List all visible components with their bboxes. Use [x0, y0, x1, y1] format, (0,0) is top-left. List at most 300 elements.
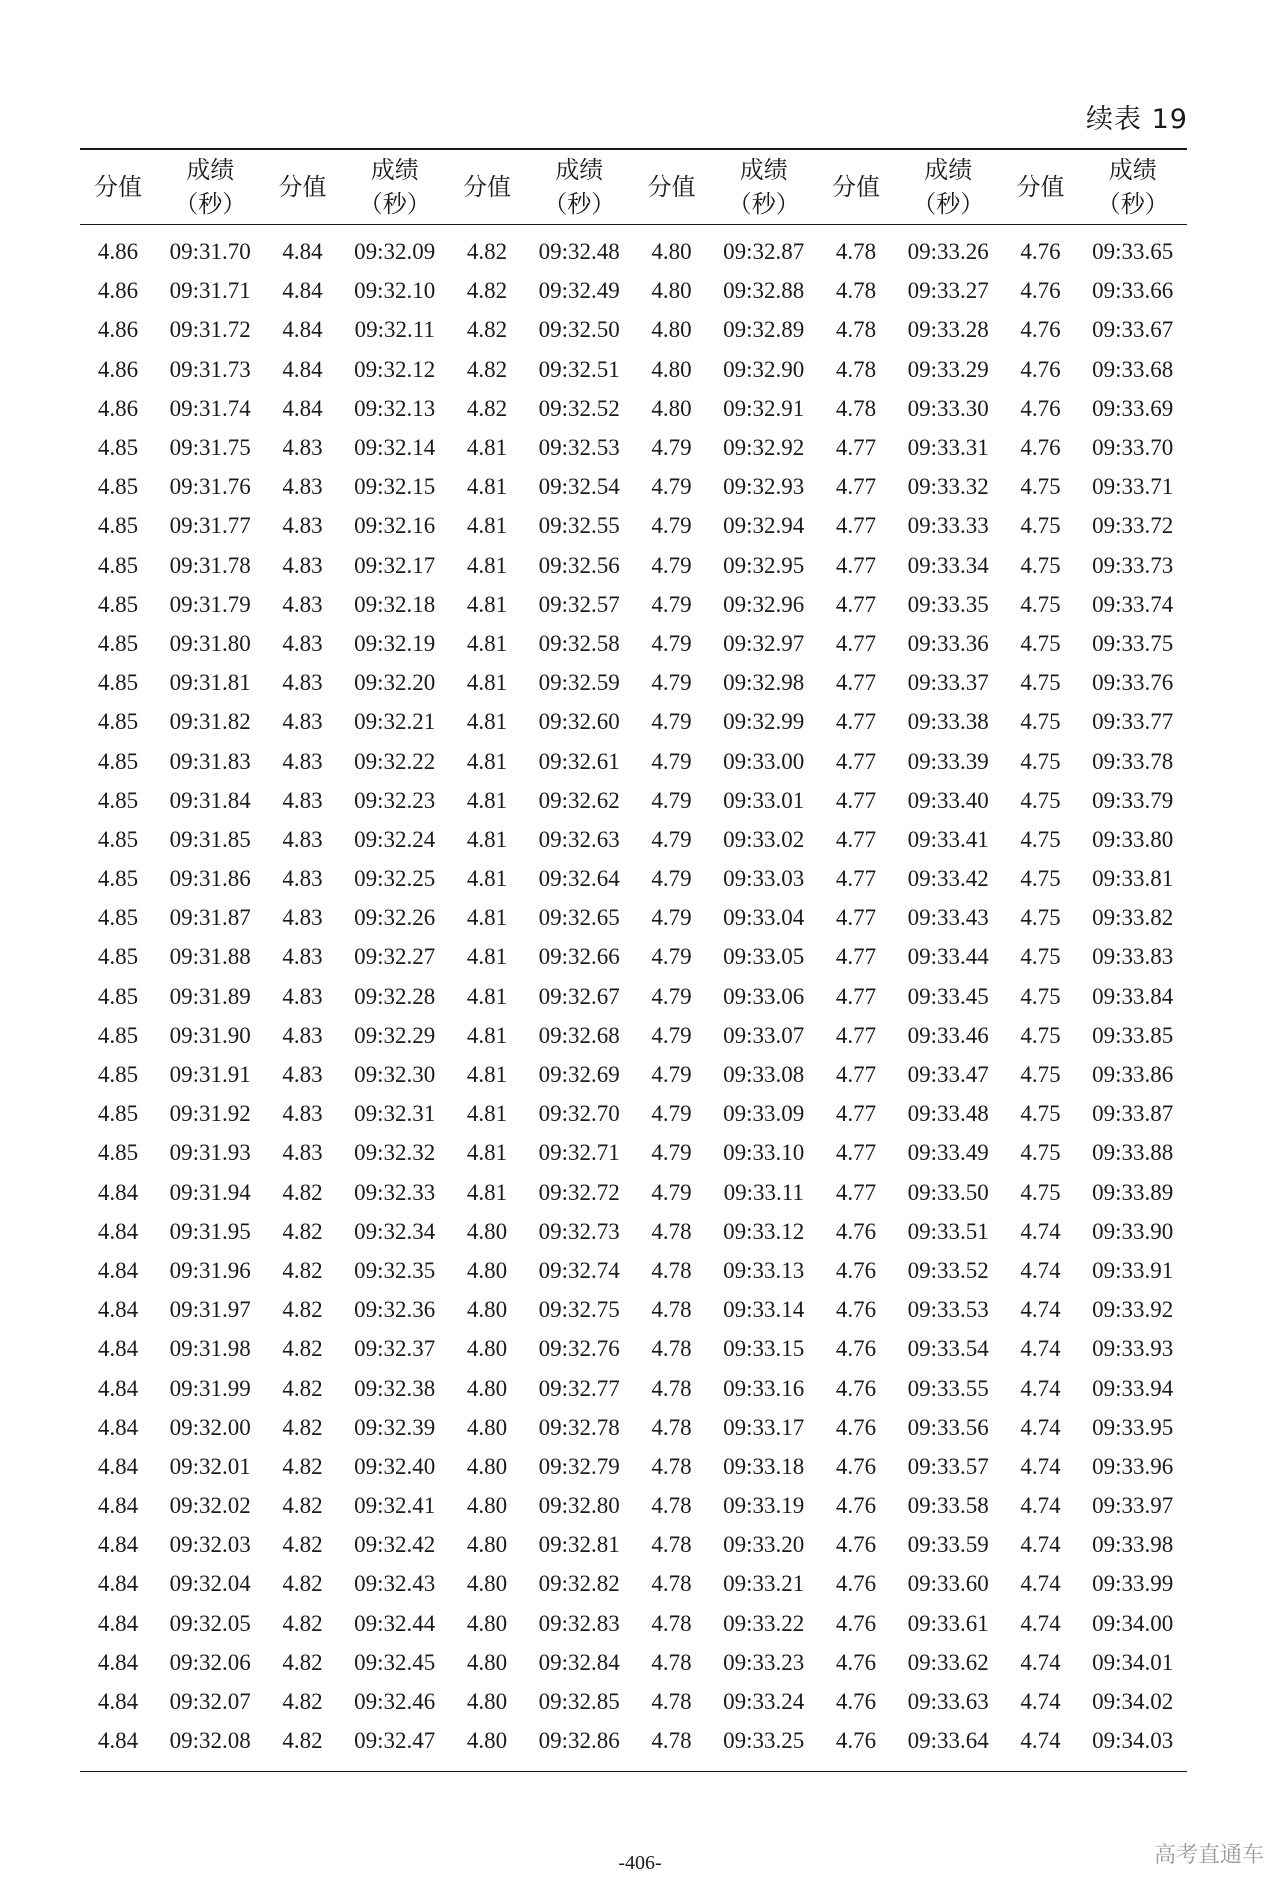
- time-cell: 09:33.45: [907, 983, 989, 1009]
- time-cell: 09:32.91: [723, 395, 805, 421]
- time-cell: 09:33.76: [1092, 670, 1174, 696]
- time-cell: 09:31.78: [169, 552, 251, 578]
- time-cell: 09:33.34: [907, 552, 989, 578]
- time-cell: 09:33.13: [723, 1257, 805, 1283]
- time-cell: 09:33.50: [907, 1179, 989, 1205]
- time-cell: 09:32.29: [354, 1022, 436, 1048]
- time-cell: 09:32.11: [354, 317, 435, 343]
- table-row: [80, 1722, 1187, 1772]
- score-cell: 4.75: [1020, 709, 1061, 735]
- score-cell: 4.81: [466, 1062, 508, 1088]
- time-cell: 09:33.69: [1092, 395, 1174, 421]
- score-cell: 4.84: [80, 1722, 156, 1772]
- score-cell: 4.77: [835, 826, 877, 852]
- time-cell: 09:32.34: [354, 1218, 436, 1244]
- time-cell: 09:32.42: [354, 1532, 436, 1558]
- score-cell: 4.79: [651, 826, 692, 852]
- time-cell: 09:33.37: [907, 670, 989, 696]
- score-cell: 4.76: [835, 1571, 877, 1597]
- time-cell: 09:33.36: [907, 630, 989, 656]
- time-cell: 09:31.77: [169, 513, 251, 539]
- time-cell: 09:33.35: [907, 591, 989, 617]
- score-cell: 4.79: [651, 630, 692, 656]
- time-cell: 09:33.47: [907, 1062, 989, 1088]
- time-cell: 09:33.20: [723, 1532, 805, 1558]
- time-cell: 09:32.33: [354, 1179, 436, 1205]
- table-row: [80, 507, 1187, 546]
- table-row: [80, 1565, 1187, 1604]
- score-cell: 4.83: [282, 944, 323, 970]
- time-cell: 09:32.36: [354, 1297, 436, 1323]
- score-cell: 4.80: [466, 1218, 508, 1244]
- score-cell: 4.75: [1020, 1179, 1061, 1205]
- time-cell: 09:32.59: [538, 670, 620, 696]
- table-row: [80, 1682, 1187, 1721]
- score-cell: 4.77: [835, 552, 877, 578]
- table-row: [80, 1408, 1187, 1447]
- score-cell: 4.78: [651, 1610, 692, 1636]
- score-cell: 4.82: [282, 1610, 323, 1636]
- header-time-unit: （秒）: [912, 189, 985, 218]
- time-cell: 09:33.27: [907, 278, 989, 304]
- score-cell: 4.82: [466, 395, 508, 421]
- time-cell: 09:33.81: [1092, 866, 1174, 892]
- time-cell: 09:32.99: [723, 709, 805, 735]
- score-cell: 4.76: [818, 1722, 894, 1772]
- score-cell: 4.82: [282, 1257, 323, 1283]
- score-cell: 4.85: [97, 591, 139, 617]
- score-cell: 4.79: [651, 787, 692, 813]
- time-cell: 09:33.86: [1092, 1062, 1174, 1088]
- score-cell: 4.77: [835, 1022, 877, 1048]
- score-cell: 4.76: [835, 1414, 877, 1440]
- score-cell: 4.84: [97, 1257, 139, 1283]
- time-cell: 09:33.61: [907, 1610, 989, 1636]
- table-title: 续表 19: [1086, 104, 1188, 135]
- time-cell: 09:33.56: [907, 1414, 989, 1440]
- score-cell: 4.79: [651, 435, 692, 461]
- score-cell: 4.84: [282, 239, 323, 265]
- time-cell: 09:32.27: [354, 944, 436, 970]
- score-cell: 4.81: [466, 944, 508, 970]
- time-cell: 09:32.03: [169, 1532, 251, 1558]
- time-cell: 09:33.58: [907, 1493, 989, 1519]
- time-cell: 09:33.08: [723, 1062, 805, 1088]
- page-number: -406-: [618, 1852, 662, 1874]
- table-row: [80, 389, 1187, 428]
- header-score: 分值: [634, 149, 710, 224]
- score-cell: 4.76: [835, 1610, 877, 1636]
- score-cell: 4.79: [651, 944, 692, 970]
- table-row: [80, 1526, 1187, 1565]
- time-cell: 09:33.18: [723, 1453, 805, 1479]
- table-row: [80, 1291, 1187, 1330]
- time-cell: 09:32.65: [538, 905, 620, 931]
- time-cell: 09:32.39: [354, 1414, 436, 1440]
- time-cell: 09:33.43: [907, 905, 989, 931]
- time-cell: 09:33.96: [1092, 1453, 1174, 1479]
- time-cell: 09:33.14: [723, 1297, 805, 1323]
- score-cell: 4.81: [466, 435, 508, 461]
- time-cell: 09:33.41: [907, 826, 989, 852]
- score-cell: 4.84: [97, 1375, 139, 1401]
- time-cell: 09:32.69: [538, 1062, 620, 1088]
- score-cell: 4.79: [651, 983, 692, 1009]
- time-cell: 09:33.23: [723, 1649, 805, 1675]
- table-row: [80, 1016, 1187, 1055]
- time-cell: 09:33.31: [907, 435, 989, 461]
- time-cell: 09:32.51: [538, 356, 620, 382]
- time-cell: 09:32.04: [169, 1571, 251, 1597]
- score-cell: 4.85: [97, 670, 139, 696]
- score-cell: 4.85: [97, 1022, 139, 1048]
- score-cell: 4.85: [97, 1101, 139, 1127]
- score-cell: 4.76: [1020, 435, 1061, 461]
- time-cell: 09:32.32: [354, 1140, 436, 1166]
- time-cell: 09:33.72: [1092, 513, 1174, 539]
- score-cell: 4.82: [282, 1414, 323, 1440]
- score-cell: 4.79: [651, 670, 692, 696]
- score-cell: 4.81: [466, 748, 508, 774]
- time-cell: 09:32.72: [538, 1179, 620, 1205]
- score-cell: 4.82: [466, 356, 508, 382]
- table-row: [80, 1055, 1187, 1094]
- time-cell: 09:32.46: [354, 1689, 436, 1715]
- score-cell: 4.79: [651, 552, 692, 578]
- table-row: [80, 1369, 1187, 1408]
- time-cell: 09:32.60: [538, 709, 620, 735]
- time-cell: 09:33.00: [723, 748, 805, 774]
- table-row: [80, 664, 1187, 703]
- score-cell: 4.79: [651, 591, 692, 617]
- time-cell: 09:33.32: [907, 474, 989, 500]
- score-cell: 4.81: [466, 1101, 508, 1127]
- score-cell: 4.85: [97, 709, 139, 735]
- time-cell: 09:33.51: [907, 1218, 989, 1244]
- score-cell: 4.85: [97, 748, 139, 774]
- table-row: [80, 1447, 1187, 1486]
- score-cell: 4.78: [651, 1493, 692, 1519]
- score-cell: 4.83: [282, 866, 323, 892]
- score-cell: 4.78: [835, 317, 877, 343]
- time-cell: 09:32.74: [538, 1257, 620, 1283]
- table-header: [80, 149, 1187, 224]
- score-cell: 4.79: [651, 1062, 692, 1088]
- time-cell: 09:33.38: [907, 709, 989, 735]
- time-cell: 09:32.10: [354, 278, 436, 304]
- time-cell: 09:32.02: [169, 1493, 251, 1519]
- time-cell: 09:32.16: [354, 513, 436, 539]
- time-cell: 09:32.48: [538, 239, 620, 265]
- time-cell: 09:33.33: [907, 513, 989, 539]
- score-cell: 4.75: [1020, 591, 1061, 617]
- score-cell: 4.81: [466, 1140, 508, 1166]
- time-cell: 09:33.66: [1092, 278, 1174, 304]
- time-cell: 09:33.80: [1092, 826, 1174, 852]
- time-cell: 09:32.89: [723, 317, 805, 343]
- score-cell: 4.84: [282, 317, 323, 343]
- score-cell: 4.80: [466, 1493, 508, 1519]
- score-cell: 4.80: [651, 317, 692, 343]
- score-cell: 4.81: [466, 905, 508, 931]
- score-cell: 4.81: [466, 513, 508, 539]
- score-cell: 4.81: [466, 709, 508, 735]
- time-cell: 09:32.75: [538, 1297, 620, 1323]
- score-cell: 4.82: [282, 1571, 323, 1597]
- score-cell: 4.80: [466, 1414, 508, 1440]
- score-cell: 4.77: [835, 1179, 877, 1205]
- score-cell: 4.86: [97, 356, 139, 382]
- score-cell: 4.80: [651, 395, 692, 421]
- score-cell: 4.77: [835, 709, 877, 735]
- time-cell: 09:32.71: [538, 1140, 620, 1166]
- score-cell: 4.76: [835, 1689, 877, 1715]
- time-cell: 09:32.97: [723, 630, 805, 656]
- score-cell: 4.78: [651, 1571, 692, 1597]
- score-cell: 4.82: [282, 1453, 323, 1479]
- score-cell: 4.75: [1020, 944, 1061, 970]
- score-cell: 4.78: [651, 1257, 692, 1283]
- time-cell: 09:33.98: [1092, 1532, 1174, 1558]
- time-cell: 09:32.58: [538, 630, 620, 656]
- time-cell: 09:32.43: [354, 1571, 436, 1597]
- time-cell: 09:31.89: [169, 983, 251, 1009]
- score-cell: 4.81: [466, 630, 508, 656]
- time-cell: 09:32.86: [525, 1722, 634, 1772]
- score-cell: 4.82: [466, 317, 508, 343]
- score-cell: 4.78: [651, 1649, 692, 1675]
- score-cell: 4.79: [651, 866, 692, 892]
- header-score: 分值: [818, 149, 894, 224]
- score-cell: 4.83: [282, 905, 323, 931]
- score-cell: 4.74: [1020, 1532, 1061, 1558]
- score-cell: 4.85: [97, 1140, 139, 1166]
- time-cell: 09:32.62: [538, 787, 620, 813]
- score-cell: 4.83: [282, 983, 323, 1009]
- score-cell: 4.82: [282, 1532, 323, 1558]
- time-cell: 09:32.30: [354, 1062, 436, 1088]
- time-cell: 09:32.54: [538, 474, 620, 500]
- score-cell: 4.75: [1020, 1140, 1061, 1166]
- header-time: [1079, 149, 1188, 224]
- score-cell: 4.81: [466, 983, 508, 1009]
- score-cell: 4.84: [97, 1453, 139, 1479]
- score-cell: 4.84: [97, 1414, 139, 1440]
- header-time-label: 成绩: [186, 155, 235, 184]
- time-cell: 09:32.63: [538, 826, 620, 852]
- time-cell: 09:32.09: [354, 239, 436, 265]
- score-cell: 4.84: [97, 1689, 139, 1715]
- score-cell: 4.78: [651, 1336, 692, 1362]
- score-cell: 4.82: [282, 1649, 323, 1675]
- time-cell: 09:31.99: [169, 1375, 251, 1401]
- score-cell: 4.75: [1020, 1022, 1061, 1048]
- time-cell: 09:33.22: [723, 1610, 805, 1636]
- time-cell: 09:32.07: [169, 1689, 251, 1715]
- score-cell: 4.82: [282, 1689, 323, 1715]
- time-cell: 09:31.86: [169, 866, 251, 892]
- time-cell: 09:33.52: [907, 1257, 989, 1283]
- score-cell: 4.74: [1020, 1610, 1061, 1636]
- time-cell: 09:31.92: [169, 1101, 251, 1127]
- time-cell: 09:31.88: [169, 944, 251, 970]
- table-row: [80, 224, 1187, 272]
- score-cell: 4.81: [466, 1179, 508, 1205]
- time-cell: 09:31.75: [169, 435, 251, 461]
- time-cell: 09:33.73: [1092, 552, 1174, 578]
- time-cell: 09:32.35: [354, 1257, 436, 1283]
- time-cell: 09:32.14: [354, 435, 436, 461]
- time-cell: 09:33.25: [710, 1722, 819, 1772]
- score-cell: 4.78: [651, 1453, 692, 1479]
- score-cell: 4.74: [1003, 1722, 1079, 1772]
- time-cell: 09:32.96: [723, 591, 805, 617]
- score-cell: 4.74: [1020, 1414, 1061, 1440]
- time-cell: 09:33.60: [907, 1571, 989, 1597]
- score-cell: 4.80: [466, 1453, 508, 1479]
- score-cell: 4.83: [282, 748, 323, 774]
- time-cell: 09:33.67: [1092, 317, 1174, 343]
- table-row: [80, 272, 1187, 311]
- time-cell: 09:31.82: [169, 709, 251, 735]
- time-cell: 09:31.97: [169, 1297, 251, 1323]
- score-cell: 4.85: [97, 983, 139, 1009]
- score-cell: 4.83: [282, 670, 323, 696]
- table-row: [80, 350, 1187, 389]
- score-cell: 4.76: [1020, 278, 1061, 304]
- time-cell: 09:32.45: [354, 1649, 436, 1675]
- score-cell: 4.85: [97, 474, 139, 500]
- score-cell: 4.84: [282, 278, 323, 304]
- watermark: 高考直通车: [1153, 1843, 1264, 1868]
- score-cell: 4.84: [97, 1336, 139, 1362]
- score-cell: 4.80: [466, 1336, 508, 1362]
- score-cell: 4.78: [835, 239, 877, 265]
- time-cell: 09:33.29: [907, 356, 989, 382]
- time-cell: 09:33.85: [1092, 1022, 1174, 1048]
- header-time-label: 成绩: [1108, 155, 1157, 184]
- table-row: [80, 1173, 1187, 1212]
- score-cell: 4.80: [651, 239, 692, 265]
- score-cell: 4.80: [651, 278, 692, 304]
- header-score: 分值: [80, 149, 156, 224]
- time-cell: 09:33.01: [723, 787, 805, 813]
- score-cell: 4.80: [466, 1689, 508, 1715]
- score-cell: 4.75: [1020, 630, 1061, 656]
- score-cell: 4.77: [835, 1101, 877, 1127]
- score-cell: 4.78: [634, 1722, 710, 1772]
- time-cell: 09:33.77: [1092, 709, 1174, 735]
- score-cell: 4.75: [1020, 866, 1061, 892]
- table-row: [80, 820, 1187, 859]
- time-cell: 09:32.90: [723, 356, 805, 382]
- score-cell: 4.85: [97, 435, 139, 461]
- time-cell: 09:33.88: [1092, 1140, 1174, 1166]
- time-cell: 09:32.22: [354, 748, 436, 774]
- score-cell: 4.76: [835, 1453, 877, 1479]
- table-row: [80, 1330, 1187, 1369]
- score-cell: 4.77: [835, 630, 877, 656]
- score-cell: 4.78: [835, 356, 877, 382]
- time-cell: 09:33.26: [907, 239, 989, 265]
- score-cell: 4.77: [835, 866, 877, 892]
- header-time: [894, 149, 1003, 224]
- time-cell: 09:33.97: [1092, 1493, 1174, 1519]
- time-cell: 09:32.17: [354, 552, 436, 578]
- score-cell: 4.83: [282, 435, 323, 461]
- time-cell: 09:32.88: [723, 278, 805, 304]
- time-cell: 09:32.20: [354, 670, 436, 696]
- score-cell: 4.76: [835, 1532, 877, 1558]
- time-cell: 09:32.55: [538, 513, 620, 539]
- table-row: [80, 703, 1187, 742]
- time-cell: 09:31.71: [169, 278, 251, 304]
- table-body: [80, 224, 1187, 1771]
- time-cell: 09:32.47: [341, 1722, 450, 1772]
- score-cell: 4.86: [97, 278, 139, 304]
- score-cell: 4.77: [835, 983, 877, 1009]
- score-cell: 4.85: [97, 630, 139, 656]
- time-cell: 09:31.72: [169, 317, 251, 343]
- time-cell: 09:32.26: [354, 905, 436, 931]
- score-cell: 4.76: [835, 1375, 877, 1401]
- time-cell: 09:33.30: [907, 395, 989, 421]
- score-cell: 4.83: [282, 787, 323, 813]
- time-cell: 09:31.93: [169, 1140, 251, 1166]
- score-cell: 4.83: [282, 826, 323, 852]
- time-cell: 09:32.24: [354, 826, 436, 852]
- score-cell: 4.75: [1020, 983, 1061, 1009]
- score-cell: 4.80: [466, 1649, 508, 1675]
- time-cell: 09:32.23: [354, 787, 436, 813]
- time-cell: 09:32.98: [723, 670, 805, 696]
- time-cell: 09:32.12: [354, 356, 436, 382]
- header-time-label: 成绩: [555, 155, 604, 184]
- time-cell: 09:33.79: [1092, 787, 1174, 813]
- table-row: [80, 546, 1187, 585]
- score-cell: 4.84: [97, 1493, 139, 1519]
- time-cell: 09:32.64: [538, 866, 620, 892]
- table-row: [80, 1487, 1187, 1526]
- score-cell: 4.77: [835, 474, 877, 500]
- score-cell: 4.75: [1020, 748, 1061, 774]
- header-time-label: 成绩: [924, 155, 973, 184]
- score-cell: 4.74: [1020, 1493, 1061, 1519]
- time-cell: 09:31.85: [169, 826, 251, 852]
- score-cell: 4.78: [835, 395, 877, 421]
- score-cell: 4.78: [651, 1414, 692, 1440]
- time-cell: 09:32.83: [538, 1610, 620, 1636]
- score-cell: 4.77: [835, 748, 877, 774]
- score-cell: 4.83: [282, 1101, 323, 1127]
- score-cell: 4.82: [282, 1297, 323, 1323]
- time-cell: 09:32.66: [538, 944, 620, 970]
- score-cell: 4.76: [835, 1336, 877, 1362]
- score-cell: 4.82: [466, 239, 508, 265]
- time-cell: 09:33.04: [723, 905, 805, 931]
- score-cell: 4.77: [835, 591, 877, 617]
- time-cell: 09:34.03: [1079, 1722, 1188, 1772]
- time-cell: 09:33.46: [907, 1022, 989, 1048]
- score-cell: 4.79: [651, 905, 692, 931]
- time-cell: 09:31.95: [169, 1218, 251, 1244]
- time-cell: 09:33.06: [723, 983, 805, 1009]
- time-cell: 09:32.93: [723, 474, 805, 500]
- time-cell: 09:33.87: [1092, 1101, 1174, 1127]
- score-cell: 4.80: [466, 1571, 508, 1597]
- score-cell: 4.81: [466, 552, 508, 578]
- header-time: [710, 149, 819, 224]
